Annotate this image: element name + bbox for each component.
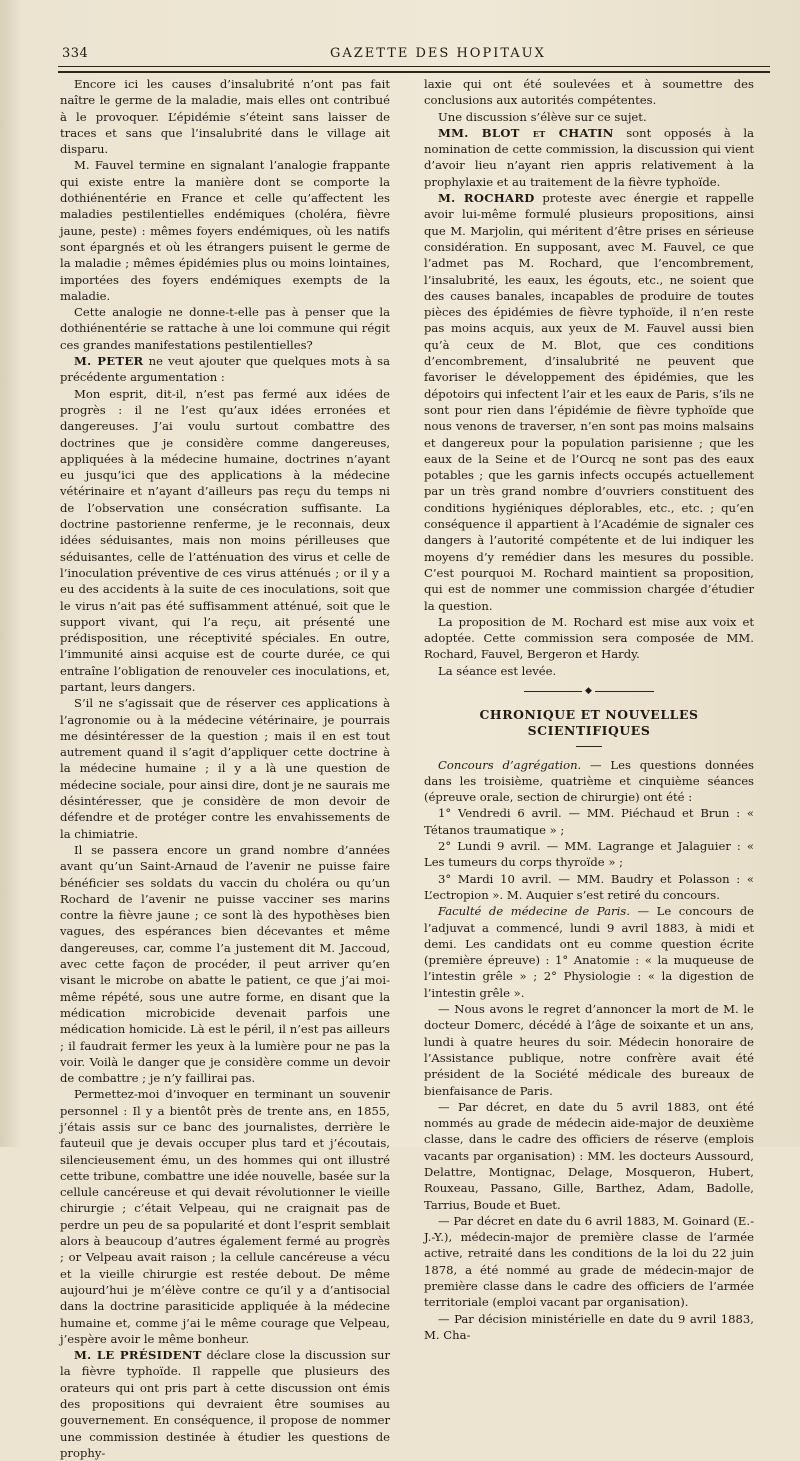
section-ornament: [524, 689, 654, 695]
paragraph-text: — Les questions données dans les troisième, quatrième et cinquième séances (épreuve orale, section de chirurgie) ont été :: [424, 757, 754, 805]
paragraph: La séance est levée.: [438, 663, 557, 678]
paragraph: 1° Vendredi 6 avril. — MM. Piéchaud et Brun : « Tétanos traumatique » ;: [424, 806, 754, 837]
paragraph: [60, 353, 390, 386]
paragraph: La proposition de M. Rochard est mise aux voix et adoptée. Cette commission sera composée de MM. Rochard, Fauvel, Bergeron et Hardy.: [424, 614, 754, 662]
paragraph: Une discussion s’élève sur ce sujet.: [438, 109, 647, 124]
paragraph: 3° Mardi 10 avril. — MM. Baudry et Polasson : « L’ectropion ». M. Auquier s’est retiré du concours.: [424, 871, 754, 902]
paragraph: — Par décision ministérielle en date du 9 avril 1883, M. Cha-: [424, 1311, 754, 1342]
paragraph-text: déclare close la discussion sur la fièvre typhoïde. Il rappelle que plusieurs des orateurs qui ont pris part à cette discussion ont émis des propositions qui devraient être soumises au gouvernement. En conséquence, il propose de nommer une commission destinée à étudier les questions de prophy-: [60, 1348, 390, 1460]
paragraph: Il se passera encore un grand nombre d’années avant qu’un Saint-Arnaud de l’avenir ne puisse faire bénéficier ses soldats du vaccin du choléra ou qu’un Rochard de l’avenir ne puisse vacciner ses marins contre la fièvre jaune ; ce sont là des hypothèses bien vagues, des espérances bien décevantes et même dangereuses, car, comme l’a justement dit M. Jaccoud, avec cette façon de procéder, il peut arriver qu’en visant le microbe on abatte le patient, ce que j’ai moi-même répété, sous une autre forme, en disant que la médication microbicide devenait parfois une médication homicide. Là est le péril, il n’est pas ailleurs ; il faudrait fermer les yeux à la lumière pour ne pas la voir. Voilà le danger que je considère comme un devoir de combattre ; je n’y faillirai pas.: [60, 842, 390, 1086]
paragraph: [424, 190, 754, 614]
paragraph: [424, 757, 754, 806]
paragraph-text: sont opposés à la nomination de cette commission, la discussion qui vient d’avoir lieu n’ayant rien appris relativement à la prophylaxie et au traitement de la fièvre typhoïde.: [424, 125, 754, 189]
running-head: GAZETTE DES HOPITAUX: [330, 46, 546, 61]
speaker-name: M. PETER: [74, 354, 144, 369]
right-column: [424, 76, 754, 1343]
speaker-name: M. ROCHARD: [438, 191, 535, 206]
item-label: Faculté de médecine de Paris.: [438, 904, 630, 919]
paragraph: Mon esprit, dit-il, n’est pas fermé aux idées de progrès : il ne l’est qu’aux idées erronées et dangereuses. J’ai voulu surtout combattre des doctrines que je considère comme dangereuses, appliquées à la médecine humaine, doctrines n’ayant eu jusqu’ici que des applications à la médecine vétérinaire et n’ayant d’ailleurs pas reçu du temps ni de l’observation une consécration suffisante. La doctrine pastorienne renferme, je le reconnais, deux idées séduisantes, mais non moins périlleuses que séduisantes, celle de l’atténuation des virus et celle de l’inoculation préventive de ces virus atténués ; or il y a eu des accidents à la suite de ces inoculations, soit que le virus n’ait pas été suffisamment atténué, soit que le support vivant, qui l’a reçu, ait présenté une prédisposition, une réceptivité spéciales. En outre, l’immunité ainsi acquise est de courte durée, ce qui entraîne l’obligation de renouveler ces inoculations, et, partant, leurs dangers.: [60, 386, 390, 694]
speaker-name: MM. BLOT et CHATIN: [438, 125, 614, 140]
page-number: 334: [62, 46, 89, 61]
left-column: [60, 76, 390, 1461]
paragraph: [424, 903, 754, 1001]
paragraph: Encore ici les causes d’insalubrité n’ont pas fait naître le germe de la maladie, mais elles ont contribué à le provoquer. L’épidémie s’éteint sans laisser de traces et sans que l’insalubrité dans le village ait disparu.: [60, 77, 390, 157]
paragraph: M. Fauvel termine en signalant l’analogie frappante qui existe entre la manière dont se comporte la dothiénentérie en France et celle qu’affectent les maladies pestilentielles endémiques (choléra, fièvre jaune, peste) : mêmes foyers endémiques, où les natifs sont épargnés et où les étrangers puisent le germe de la maladie ; mêmes épidémies plus ou moins lointaines, importées des foyers endémiques exempts de la maladie.: [60, 158, 390, 303]
item-label: Concours d’agrégation.: [438, 757, 582, 772]
paragraph: 2° Lundi 9 avril. — MM. Lagrange et Jalaguier : « Les tumeurs du corps thyroïde » ;: [424, 839, 754, 870]
header-rule: [58, 66, 770, 73]
paragraph: S’il ne s’agissait que de réserver ces applications à l’agronomie ou à la médecine vétérinaire, je pourrais me désintéresser de la question ; mais il en est tout autrement quand il s’agit d’appliquer cette doctrine à la médecine humaine ; il y a là une question de médecine sociale, pour ainsi dire, dont je ne saurais me désintéresser, que je considère de mon devoir de défendre et de protéger contre les envahissements de la chimiatrie.: [60, 696, 390, 841]
paragraph: Permettez-moi d’invoquer en terminant un souvenir personnel : Il y a bientôt près de trente ans, en 1855, j’étais assis sur ce banc des journalistes, derrière le fauteuil que je devais occuper plus tard et j’écoutais, silencieusement ému, un des hommes qui ont illustré cette tribune, combattre une idée nouvelle, basée sur la cellule cancéreuse et qui devait révolutionner le vieille chirurgie ; c’était Velpeau, qui ne craignait pas de perdre un peu de sa popularité et dont l’esprit semblait alors à beaucoup d’autres également fermé au progrès ; or Velpeau avait raison ; la cellule cancéreuse a vécu et la vieille chirurgie est restée debout. De même aujourd’hui je m’élève contre ce qu’il y a d’antisocial dans la doctrine parasiticide appliquée à la médecine humaine et, comme j’ai le même courage que Velpeau, j’espère avoir le même bonheur.: [60, 1087, 390, 1346]
section-title: CHRONIQUE ET NOUVELLES SCIENTIFIQUES: [479, 706, 699, 739]
paragraph-text: ne veut ajouter que quelques mots à sa précédente argumentation :: [60, 354, 390, 385]
paragraph: — Nous avons le regret d’annoncer la mort de M. le docteur Domerc, décédé à l’âge de soixante et un ans, lundi à quatre heures du soir. Médecin honoraire de l’Assistance publique, notre confrère avait été président de la Société médicale des bureaux de bienfaisance de Paris.: [424, 1002, 754, 1098]
paragraph: — Par décret, en date du 5 avril 1883, ont été nommés au grade de médecin aide-major de deuxième classe, dans le cadre des officiers de réserve (emplois vacants par organisation) : MM. les docteurs Aussourd, Delattre, Montignac, Delage, Mosqueron, Hubert, Rouxeau, Passano, Gille, Barthez, Adam, Badolle, Tarrius, Boude et Buet.: [424, 1099, 754, 1212]
paragraph-text: — Le concours de l’adjuvat a commencé, lundi 9 avril 1883, à midi et demi. Les candidats ont eu comme question écrite (première épreuve) : 1° Anatomie : « la muqueuse de l’intestin grêle » ; 2° Physiologie : « la digestion de l’intestin grêle ».: [424, 904, 754, 1000]
paragraph: laxie qui ont été soulevées et à soumettre des conclusions aux autorités compétentes.: [424, 77, 754, 108]
speaker-name: M. LE PRÉSIDENT: [74, 1348, 202, 1363]
paragraph: [424, 125, 754, 190]
paragraph: Cette analogie ne donne-t-elle pas à penser que la dothiénentérie se rattache à une loi commune qui régit ces grandes manifestations pestilentielles?: [60, 305, 390, 352]
paragraph-text: proteste avec énergie et rappelle avoir lui-même formulé plusieurs propositions, ainsi que M. Marjolin, qui méritent d’être prises en sérieuse considération. En supposant, avec M. Fauvel, ce que l’admet pas M. Rochard, que l’encombrement, l’insalubrité, les eaux, les égouts, etc., ne soient que des causes banales, incapables de produire de toutes pièces des épidémies de fièvre typhoïde, il n’en reste pas moins acquis, aux yeux de M. Fauvel aussi bien qu’à ceux de M. Blot, que ces conditions d’encombrement, d’insalubrité ne peuvent que favoriser le développement des épidémies, que les dépotoirs qui infectent l’air et les eaux de Paris, s’ils ne sont pour rien dans l’épidémie de fièvre typhoïde que nous venons de traverser, n’en sont pas moins malsains et dangereux pour la population parisienne ; que les eaux de la Seine et de l’Ourcq ne sont pas des eaux potables ; que les garnis infects occupés actuellement par un très grand nombre d’ouvriers constituent des conditions hygiéniques déplorables, etc., etc. ; qu’en conséquence il appartient à l’Académie de signaler ces dangers à l’autorité compétente et de lui indiquer les moyens d’y remédier dans les mesures du possible. C’est pourquoi M. Rochard maintient sa proposition, qui est de nommer une commission chargée d’étudier la question.: [424, 191, 755, 613]
section-rule: [576, 746, 602, 747]
paragraph: — Par décret en date du 6 avril 1883, M. Goinard (E.-J.-Y.), médecin-major de première classe de l’armée active, retraité dans les conditions de la loi du 22 juin 1878, a été nommé au grade de médecin-major de première classe dans le cadre des officiers de l’armée territoriale (emploi vacant par organisation).: [424, 1213, 754, 1310]
paragraph: [60, 1347, 390, 1461]
